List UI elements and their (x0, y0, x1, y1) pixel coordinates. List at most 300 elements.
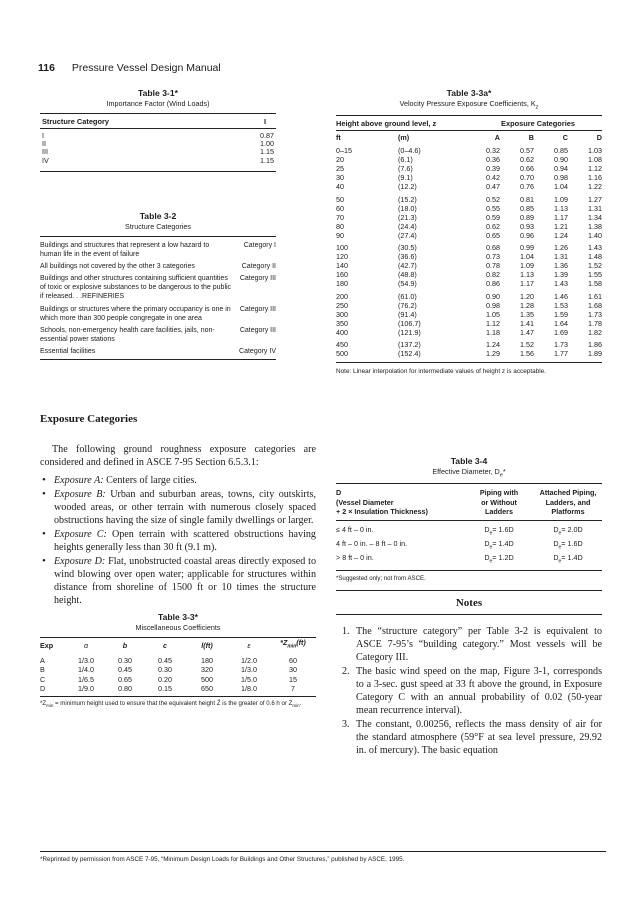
de-value: = 1.2D (492, 552, 514, 562)
de-subscript: e (489, 558, 493, 565)
cell-value: 1.15 (260, 147, 274, 157)
bullet-label: Exposure C: (54, 529, 107, 540)
table-cell: 300 (336, 309, 348, 319)
unit-header: B (528, 133, 534, 143)
table-cell: 1.89 (588, 349, 602, 359)
cell-piping (464, 525, 534, 539)
table-cell: 0.30 (158, 665, 172, 675)
table-header (40, 638, 316, 652)
bullet-list (40, 474, 316, 607)
column-header: Exposure Categories (501, 119, 575, 129)
bullet-text: Flat, unobstructed coastal areas directly exposed to wind blowing over open water; applicable for structures within distance from shoreline of 1500 ft or 10 times the structure height. (54, 556, 316, 606)
cell-description: Buildings and structures that represent a low hazard to human life in the event of failure (40, 242, 210, 258)
table-cell: 0.65 (118, 674, 132, 684)
table-cell: 1.46 (554, 291, 568, 301)
cell-diameter: > 8 ft – 0 in. (336, 552, 374, 562)
column-header (464, 488, 534, 516)
table-cell: (48.8) (398, 270, 417, 280)
subtitle-text: Velocity Pressure Exposure Coefficients, K (399, 99, 536, 108)
table-title: Table 3-4 (450, 456, 488, 466)
table-cell: (106.7) (398, 318, 421, 328)
table-cell: (54.9) (398, 279, 417, 289)
table-row (40, 347, 276, 356)
table-cell: 90 (336, 230, 344, 240)
table-3-3 (40, 612, 316, 710)
table-cell: 0.62 (486, 221, 500, 231)
table-cell: 1.39 (554, 270, 568, 280)
table-cell: 180 (336, 279, 348, 289)
de-subscript: e (558, 530, 562, 537)
table-cell: 1.68 (588, 300, 602, 310)
table-cell: 0.96 (520, 230, 534, 240)
table-cell: 1.16 (588, 173, 602, 183)
footnote-sub: min (292, 703, 300, 709)
de-symbol: D (553, 538, 559, 548)
table-cell: 1/8.0 (241, 683, 257, 693)
de-subscript: e (558, 544, 562, 551)
table-cell: 1.64 (554, 318, 568, 328)
table-row (336, 183, 602, 192)
table-cell: 1.61 (588, 291, 602, 301)
unit-header: D (596, 133, 602, 143)
table-cell: 0.98 (486, 300, 500, 310)
cell-value: 0.87 (260, 131, 274, 140)
table-cell: 0.70 (520, 173, 534, 183)
cell-piping (464, 553, 534, 567)
table-cell: 1.24 (554, 230, 568, 240)
cell-category: Category IV (239, 347, 276, 355)
table-cell: 1.78 (588, 318, 602, 328)
table-cell: 0.98 (554, 173, 568, 183)
table-row (40, 140, 276, 148)
table-note: Note: Linear interpolation for intermediate values of height z is acceptable. (336, 368, 546, 376)
header-line: D (336, 488, 342, 498)
bullet-item (40, 528, 316, 554)
cell-category: IV (42, 155, 49, 165)
table-row (40, 684, 316, 693)
cell-description: Buildings or structures where the primary occupancy is one in which more than 300 people congregate in one area (40, 305, 231, 322)
table-cell: 140 (336, 261, 348, 271)
table-cell: 1.82 (588, 327, 602, 337)
table-title: Table 3-3a* (446, 88, 492, 98)
table-cell: 25 (336, 164, 344, 174)
column-header: α (83, 640, 89, 650)
footnote-part: = minimum height used to ensure that the equivalent height Z̄ is the greater of 0.6 h or Z (53, 700, 293, 708)
table-cell: 15 (289, 674, 297, 684)
table-footnote: *Suggested only; not from ASCE. (336, 574, 426, 582)
table-cell: D (40, 683, 46, 693)
unit-header: ft (336, 133, 341, 143)
table-cell: 0.94 (554, 164, 568, 174)
note-item (336, 718, 602, 757)
table-cell: (91.4) (398, 309, 417, 319)
de-value: = 1.6D (561, 538, 583, 548)
table-cell: 0.52 (486, 194, 500, 204)
cell-category: Category I (243, 242, 276, 249)
table-row (40, 326, 276, 344)
cell-category: Category III (239, 305, 276, 313)
de-subscript: e (489, 530, 493, 537)
table-cell: A (40, 656, 45, 666)
table-3-1 (40, 88, 276, 172)
table-cell: 20 (336, 155, 344, 165)
table-body (336, 131, 602, 359)
cell-category: III (42, 147, 48, 157)
de-value: = 1.6D (492, 524, 514, 534)
column-header (336, 488, 464, 516)
table-cell: 1/3.0 (78, 656, 94, 666)
table-cell: 7 (291, 683, 295, 693)
table-body (40, 132, 276, 165)
table-cell: (137.2) (398, 340, 421, 350)
cell-category: Category II (241, 263, 276, 271)
page-footnote: *Reprinted by permission from ASCE 7-95, “Minimum Design Loads for Buildings and Other Structures,” published by ASCE, 1995. (40, 856, 405, 863)
table-row (336, 329, 602, 338)
table-cell: 450 (336, 340, 348, 350)
table-cell: 0.65 (486, 230, 500, 240)
header-line: Piping with (479, 488, 519, 498)
bullet-label: Exposure B: (54, 489, 106, 500)
table-cell: 0.85 (520, 203, 534, 213)
de-subscript: e (489, 544, 493, 551)
cell-category: I (42, 131, 44, 140)
table-cell: 1.20 (520, 291, 534, 301)
table-cell: 160 (336, 270, 348, 280)
table-cell: 1.04 (520, 252, 534, 262)
note-number: 3. (342, 718, 350, 730)
table-3-3a (336, 88, 602, 375)
table-cell: 1.13 (554, 203, 568, 213)
table-cell: 350 (336, 318, 348, 328)
footnote-sub: min (46, 703, 54, 709)
bullet-label: Exposure D: (54, 556, 106, 567)
header-line: or Without (481, 497, 517, 507)
units-row (336, 131, 602, 147)
table-cell: 60 (336, 203, 344, 213)
cell-platforms (534, 525, 602, 539)
table-cell: 0.47 (486, 181, 500, 191)
table-cell: 1.59 (554, 309, 568, 319)
table-cell: 0.89 (520, 212, 534, 222)
header-line: Attached Piping, (539, 488, 597, 498)
table-cell: 1.73 (554, 340, 568, 350)
table-cell: 1/5.0 (241, 674, 257, 684)
bullet-text: Open terrain with scattered obstructions having heights generally less than 30 ft (9.1 m). (54, 529, 316, 553)
table-body (336, 525, 602, 567)
table-row (336, 289, 602, 302)
cell-category: II (42, 139, 46, 149)
table-cell: (42.7) (398, 261, 417, 271)
de-symbol: D (484, 538, 490, 548)
table-cell: 1.09 (520, 261, 534, 271)
unit-header: (m) (398, 133, 410, 143)
table-cell: 1.13 (520, 270, 534, 280)
table-cell: 650 (201, 683, 213, 693)
paragraph: The following ground roughness exposure categories are considered and defined in ASCE 7-95 Section 6.5.3.1: (40, 444, 316, 468)
table-cell: 1/2.0 (241, 656, 257, 666)
table-subtitle: Miscellaneous Coefficients (135, 623, 221, 632)
table-cell: 0.62 (520, 155, 534, 165)
table-cell: 0.90 (486, 291, 500, 301)
table-cell: 0.59 (486, 212, 500, 222)
table-row (40, 241, 276, 259)
column-header: Height above ground level, z (336, 119, 437, 129)
table-cell: 1.34 (588, 212, 602, 222)
table-cell: 50 (336, 194, 344, 204)
table-row (40, 665, 316, 674)
footnote-part: *Z (40, 700, 47, 708)
table-cell: 0.93 (520, 221, 534, 231)
table-cell: 0.45 (158, 656, 172, 666)
table-cell: 1.73 (588, 309, 602, 319)
table-cell: (7.6) (398, 164, 413, 174)
table-cell: 1.38 (588, 221, 602, 231)
table-cell: 320 (201, 665, 213, 675)
header-line: (Vessel Diameter (336, 497, 394, 507)
table-subtitle (336, 99, 602, 110)
table-cell: 0.80 (118, 683, 132, 693)
zmin-unit: (ft) (296, 638, 306, 648)
page-number: 116 (38, 62, 55, 74)
table-cell: 40 (336, 181, 344, 191)
table-cell: 0.90 (554, 155, 568, 165)
table-cell: 1.21 (554, 221, 568, 231)
cell-platforms (534, 539, 602, 553)
column-header: l(ft) (201, 640, 213, 650)
de-symbol: D (484, 552, 490, 562)
table-cell: 0.30 (118, 656, 132, 666)
subtitle-mark: * (502, 467, 506, 476)
table-cell: 180 (201, 656, 213, 666)
table-row (336, 539, 602, 553)
table-cell: (24.4) (398, 221, 417, 231)
table-cell: 1.43 (588, 243, 602, 253)
table-cell: 0.55 (486, 203, 500, 213)
table-cell: 0.86 (486, 279, 500, 289)
table-cell: 1/4.0 (78, 665, 94, 675)
table-cell: (9.1) (398, 173, 413, 183)
table-cell: 1.31 (588, 203, 602, 213)
column-header: b (122, 640, 128, 650)
note-text: The constant, 0.00256, reflects the mass density of air for the standard atmosphere (59°F at sea level pressure, 29.92 in. of mercury). The basic equation (356, 718, 602, 756)
table-cell: 80 (336, 221, 344, 231)
table-cell: 1.43 (554, 279, 568, 289)
subtitle-subscript: z (535, 104, 539, 111)
unit-header: C (562, 133, 568, 143)
table-cell: 0.73 (486, 252, 500, 262)
unit-header: A (494, 133, 500, 143)
table-cell: 1.41 (520, 318, 534, 328)
table-cell: C (40, 674, 46, 684)
cell-description: Buildings and other structures containing sufficient quantities of toxic or explosive substances to be dangerous to the public if released. . .REFINERIES (40, 275, 232, 301)
column-header: I (263, 117, 266, 126)
table-row (40, 148, 276, 156)
table-row (336, 525, 602, 539)
table-cell: 1.12 (486, 318, 500, 328)
table-cell: 400 (336, 327, 348, 337)
column-header: c (163, 640, 167, 650)
zmin-subscript: min (287, 643, 297, 650)
cell-piping (464, 539, 534, 553)
table-row (40, 262, 276, 271)
header-line: + 2 × Insulation Thickness) (336, 507, 428, 517)
table-cell: 250 (336, 300, 348, 310)
table-cell: 0.42 (486, 173, 500, 183)
section-heading: Exposure Categories (40, 413, 138, 425)
table-cell: 0.32 (486, 146, 500, 156)
header-line: Platforms (551, 507, 585, 517)
table-cell: 1.69 (554, 327, 568, 337)
table-title: Table 3-1* (138, 88, 178, 98)
cell-description: All buildings not covered by the other 3 categories (40, 263, 195, 271)
table-cell: 1.03 (588, 146, 602, 156)
table-cell: 70 (336, 212, 344, 222)
table-cell: 1.05 (486, 309, 500, 319)
table-header (336, 116, 602, 130)
column-header (270, 638, 316, 652)
table-cell: 1.08 (588, 155, 602, 165)
table-row (40, 652, 316, 665)
bullet-item (40, 474, 316, 487)
table-cell: 0–15 (336, 146, 352, 156)
table-cell: 1.12 (588, 164, 602, 174)
table-cell: 0.99 (520, 243, 534, 253)
bullet-text: Urban and suburban areas, towns, city outskirts, wooded areas, or other terrain with numerous closely spaced obstructions having the size of single family dwellings or larger. (54, 489, 316, 526)
table-cell: 1.09 (554, 194, 568, 204)
table-cell: 1.48 (588, 252, 602, 262)
cell-platforms (534, 553, 602, 567)
table-cell: 1.36 (554, 261, 568, 271)
table-cell: 1.18 (486, 327, 500, 337)
de-symbol: D (553, 524, 559, 534)
table-cell: 1.04 (554, 181, 568, 191)
table-header (40, 114, 276, 128)
table-cell: (21.3) (398, 212, 417, 222)
cell-category: Category III (239, 275, 276, 283)
table-cell: 0.82 (486, 270, 500, 280)
de-symbol: D (553, 552, 559, 562)
table-cell: 1.58 (588, 279, 602, 289)
table-3-2 (40, 211, 276, 360)
table-cell: (27.4) (398, 230, 417, 240)
table-cell: (18.0) (398, 203, 417, 213)
note-text: The “structure category” per Table 3-2 is equivalent to ASCE 7-95’s “building category.” Most vessels will be Category III. (356, 625, 602, 663)
table-cell: 0.66 (520, 164, 534, 174)
table-cell: 1.27 (588, 194, 602, 204)
table-cell: B (40, 665, 45, 675)
table-cell: 500 (201, 674, 213, 684)
table-cell: 0.68 (486, 243, 500, 253)
table-row (40, 132, 276, 140)
table-cell: 500 (336, 349, 348, 359)
table-cell: (121.9) (398, 327, 421, 337)
table-cell: 0.78 (486, 261, 500, 271)
table-row (336, 350, 602, 359)
table-cell: 30 (336, 173, 344, 183)
table-row (40, 305, 276, 323)
table-cell: 0.81 (520, 194, 534, 204)
table-cell: 0.85 (554, 146, 568, 156)
de-subscript: e (558, 558, 562, 565)
page-header (38, 62, 221, 74)
table-cell: 1.26 (554, 243, 568, 253)
table-cell: (36.6) (398, 252, 417, 262)
table-cell: 1.24 (486, 340, 500, 350)
table-cell: 1/6.5 (78, 674, 94, 684)
footnote-part: . (299, 700, 302, 708)
table-cell: 120 (336, 252, 348, 262)
table-cell: 1.52 (588, 261, 602, 271)
table-cell: 1/3.0 (241, 665, 257, 675)
table-row (40, 157, 276, 165)
table-subtitle (336, 467, 602, 478)
table-cell: (6.1) (398, 155, 413, 165)
table-subtitle: Structure Categories (125, 222, 191, 231)
table-body (40, 638, 316, 693)
table-cell: 0.15 (158, 683, 172, 693)
column-header: Structure Category (42, 117, 109, 126)
table-cell: 1.56 (520, 349, 534, 359)
table-row (336, 553, 602, 567)
table-3-4 (336, 456, 602, 758)
note-item (336, 665, 602, 717)
table-cell: 1.17 (554, 212, 568, 222)
column-header: ε (247, 640, 251, 650)
table-cell: 1/9.0 (78, 683, 94, 693)
table-header (336, 484, 602, 519)
table-row (40, 675, 316, 684)
de-symbol: D (484, 524, 490, 534)
table-cell: 1.52 (520, 340, 534, 350)
bullet-text: Centers of large cities. (106, 475, 197, 486)
subtitle-subscript: e (499, 472, 503, 479)
table-cell: 30 (289, 665, 297, 675)
note-number: 1. (342, 625, 350, 637)
table-body (40, 241, 276, 356)
cell-description: Schools, non-emergency health care facilities, jails, non-essential power stations (40, 326, 215, 343)
header-line: Ladders, and (545, 497, 591, 507)
bullet-label: Exposure A: (54, 475, 104, 486)
table-cell: (0–4.6) (398, 146, 421, 156)
table-cell: 1.55 (588, 270, 602, 280)
table-cell: (12.2) (398, 181, 417, 191)
table-cell: 1.47 (520, 327, 534, 337)
table-cell: 0.39 (486, 164, 500, 174)
table-cell: 1.40 (588, 230, 602, 240)
table-cell: (76.2) (398, 300, 417, 310)
note-text: The basic wind speed on the map, Figure 3-1, corresponds to a 3-sec. gust speed at 33 ft above the ground, in Exposure Category C with an annual probability of 0.02 (50-year mean recurrence interval). (356, 665, 602, 716)
table-row (336, 280, 602, 289)
running-title: Pressure Vessel Design Manual (71, 62, 221, 74)
cell-diameter: 4 ft – 0 in. – 8 ft – 0 in. (336, 538, 408, 548)
table-footnote (40, 700, 316, 710)
table-cell: 60 (289, 656, 297, 666)
table-subtitle: Importance Factor (Wind Loads) (106, 99, 210, 108)
exposure-section (40, 413, 316, 608)
cell-value: 1.15 (260, 155, 274, 165)
table-cell: 200 (336, 291, 348, 301)
cell-description: Essential facilities (40, 347, 96, 355)
de-value: = 2.0D (561, 524, 583, 534)
table-cell: (30.5) (398, 243, 417, 253)
column-header (534, 488, 602, 516)
table-cell: 1.31 (554, 252, 568, 262)
table-cell: 0.20 (158, 674, 172, 684)
note-number: 2. (342, 665, 350, 677)
table-cell: 0.57 (520, 146, 534, 156)
table-title: Table 3-3* (158, 612, 198, 622)
cell-category: Category III (239, 326, 276, 334)
